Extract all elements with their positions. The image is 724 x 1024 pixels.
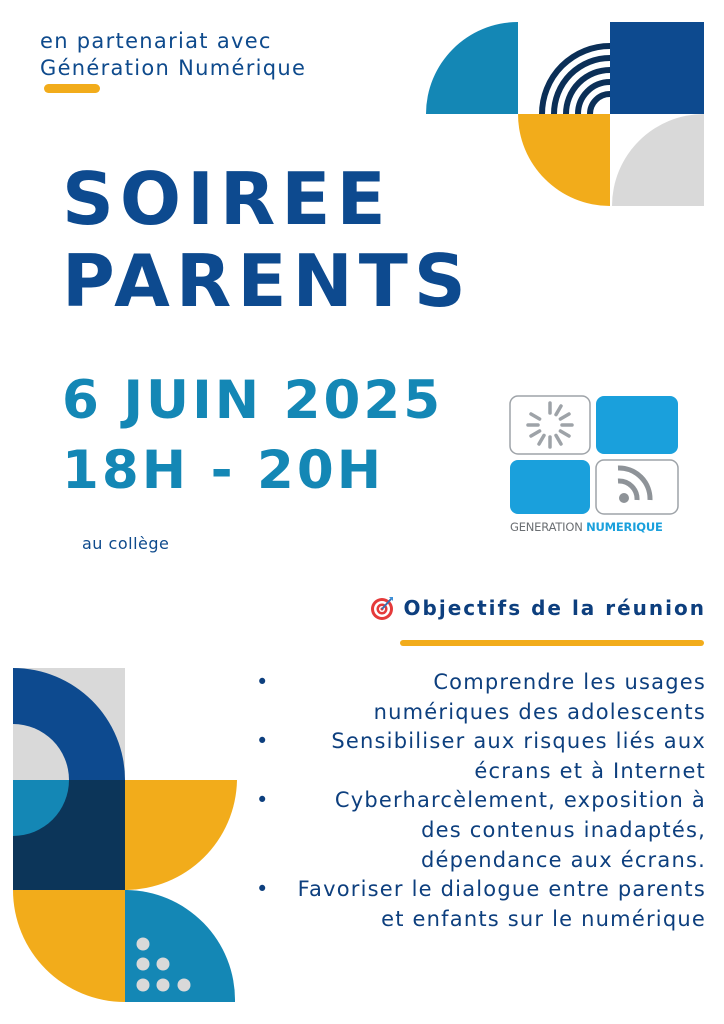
partner-line-1: en partenariat avec xyxy=(40,29,272,53)
partner-text xyxy=(40,28,306,82)
objective-item: • Sensibiliser aux risques liés aux écrans et à Internet xyxy=(256,727,706,786)
event-datetime xyxy=(62,366,443,506)
event-venue: au collège xyxy=(82,534,170,553)
event-date: 6 JUIN 2025 xyxy=(62,370,444,431)
title-line-1: SOIREE xyxy=(62,157,392,241)
logo-word-numerique: NUMERIQUE xyxy=(586,520,663,534)
objective-item: • Comprendre les usages numériques des adolescents xyxy=(256,668,706,727)
generation-numerique-logo xyxy=(506,392,682,540)
logo-word-generation: GENERATION xyxy=(510,520,587,534)
objective-item: • Cyberharcèlement, exposition à des contenus inadaptés, dépendance aux écrans. xyxy=(256,786,706,875)
event-title xyxy=(62,158,472,322)
objective-item: • Favoriser le dialogue entre parents et enfants sur le numérique xyxy=(256,875,706,934)
logo-wordmark xyxy=(510,520,663,534)
objectives-heading-text: Objectifs de la réunion xyxy=(403,596,706,620)
title-line-2: PARENTS xyxy=(62,239,472,323)
target-icon xyxy=(370,596,394,620)
objectives-underline xyxy=(400,640,704,646)
partner-underline xyxy=(44,84,100,93)
event-time: 18H - 20H xyxy=(62,440,385,501)
partner-line-2: Génération Numérique xyxy=(40,56,307,80)
logo-mark-icon xyxy=(506,392,682,518)
decorative-tiles-bottom xyxy=(13,668,237,1006)
objectives-list xyxy=(256,668,706,934)
objectives-heading xyxy=(370,596,706,620)
